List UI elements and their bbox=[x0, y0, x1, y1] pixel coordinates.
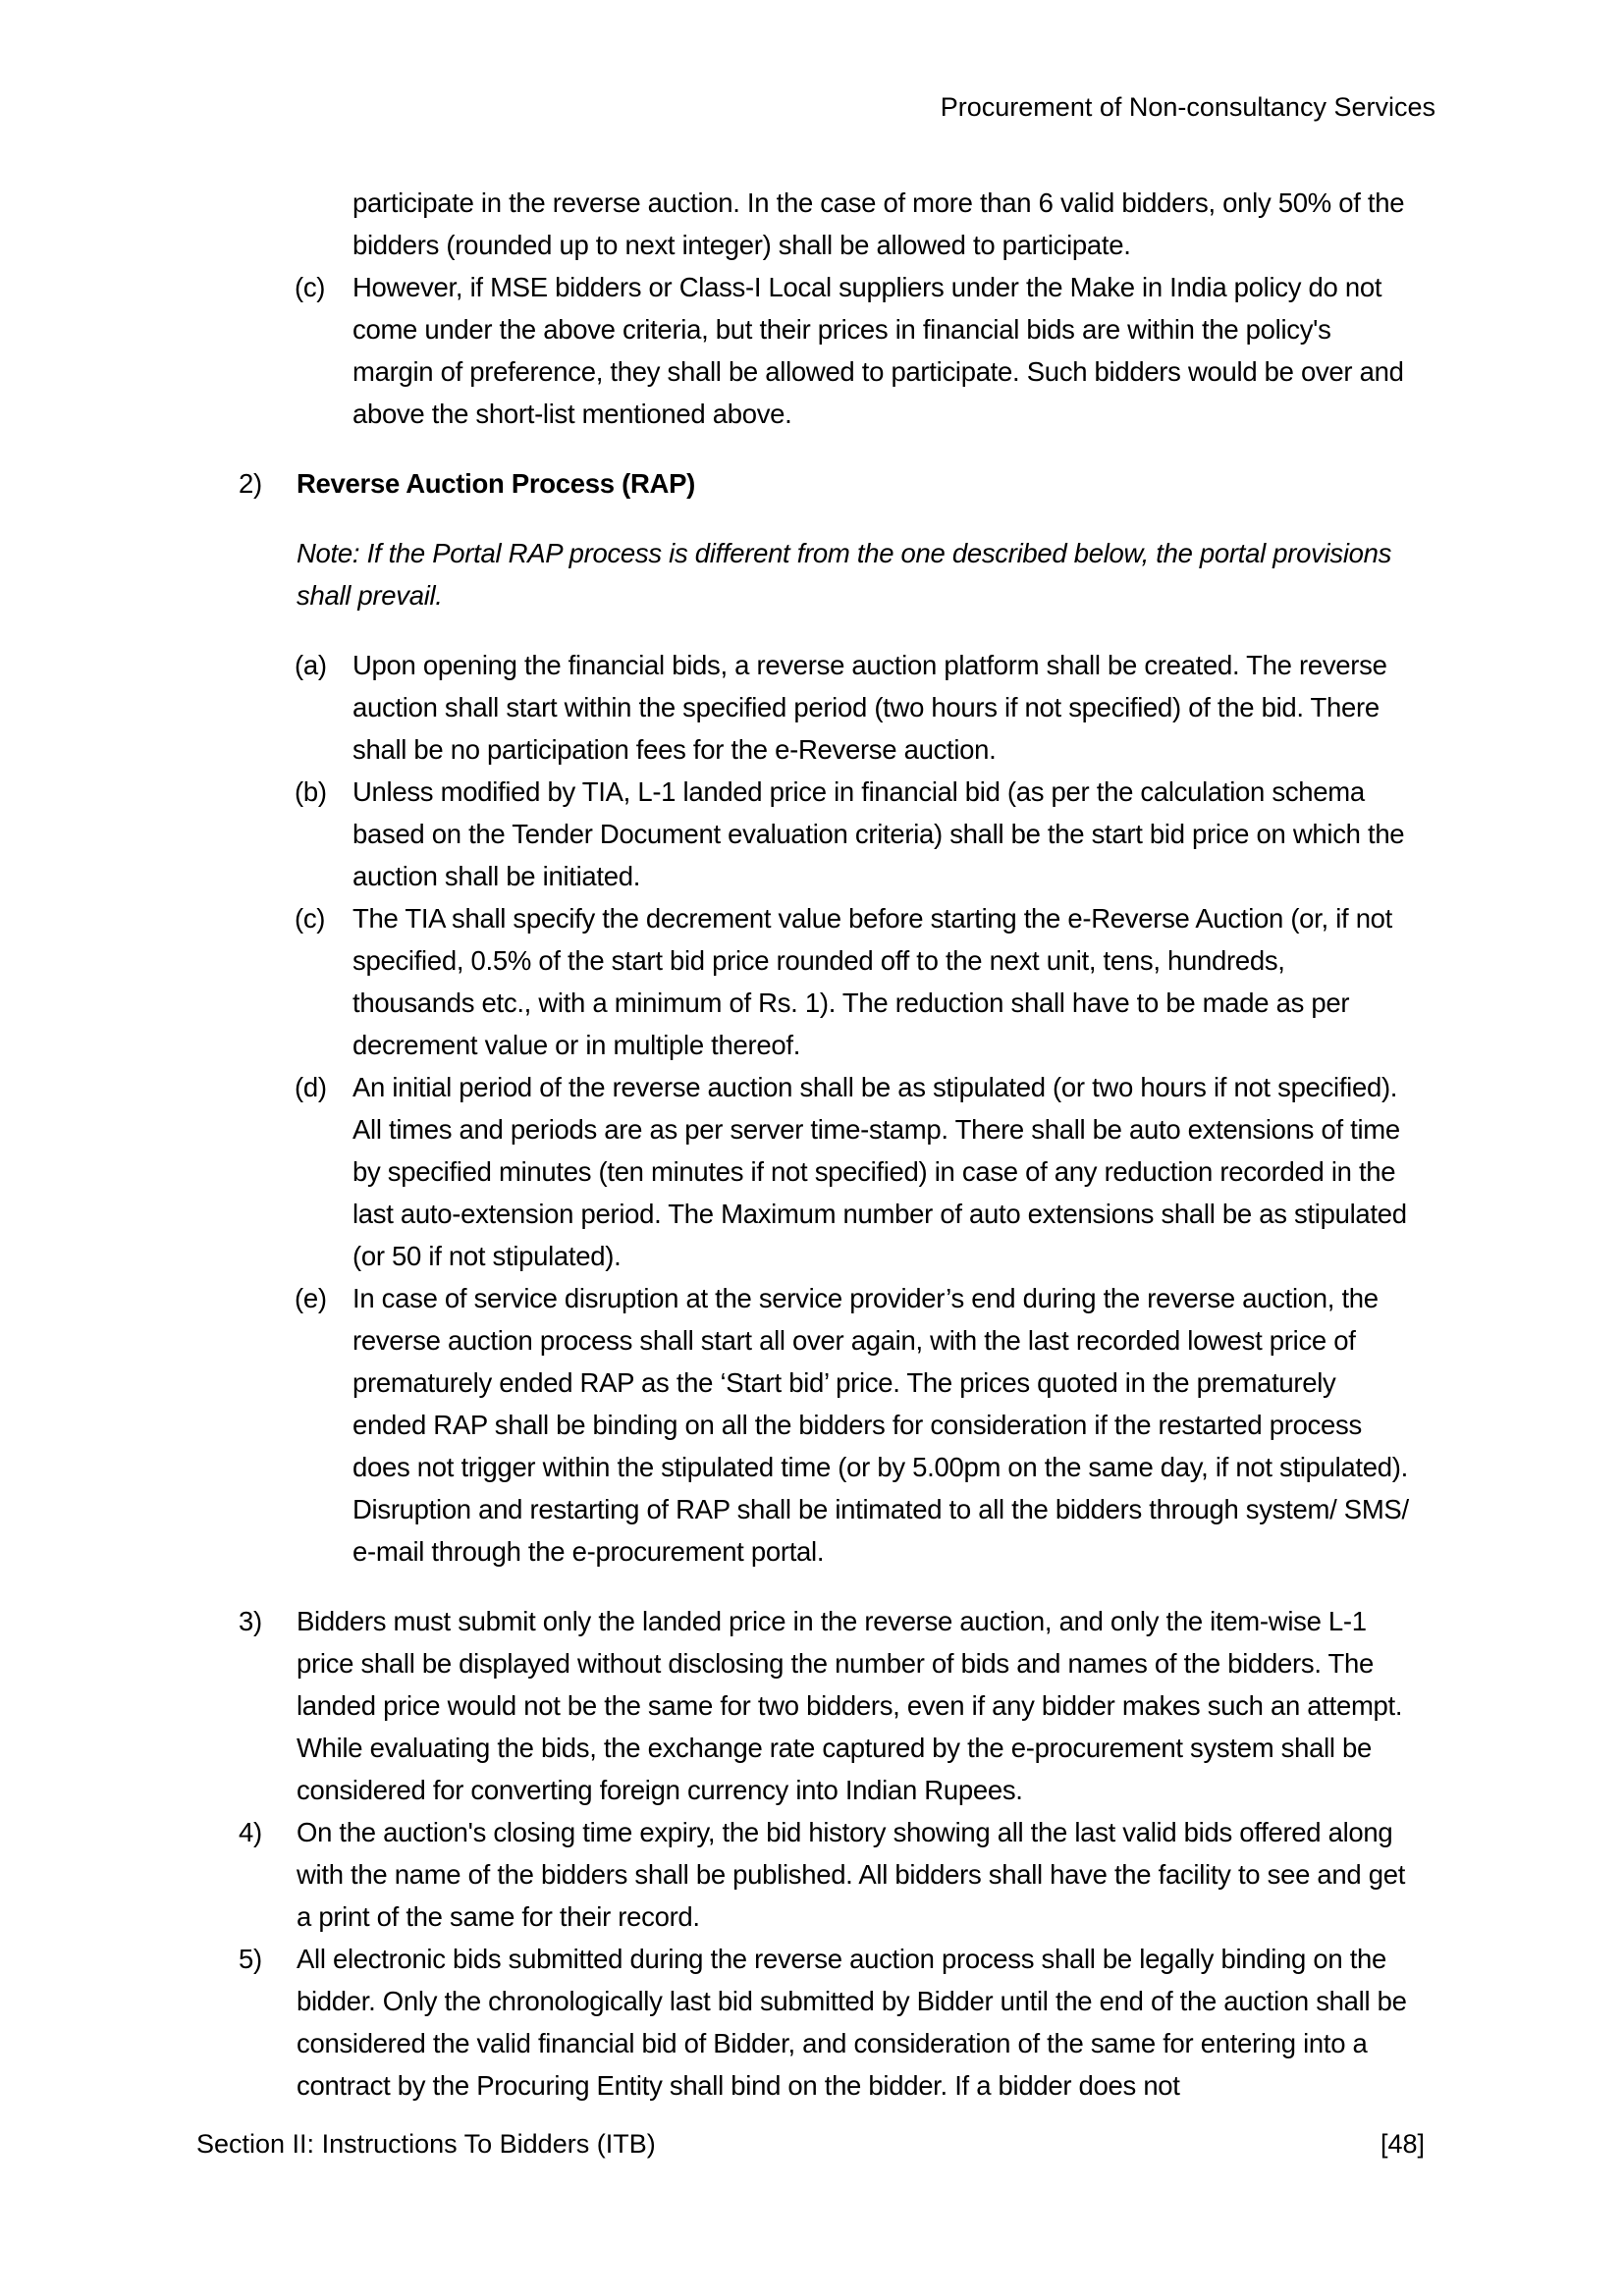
paragraph-text: participate in the reverse auction. In the case of more than 6 valid bidders, only 50% of the bidders (rounded up to next integer) shall be allowed to participate. bbox=[352, 187, 1405, 260]
list-marker: (a) bbox=[295, 650, 327, 680]
list-marker: (c) bbox=[295, 903, 326, 934]
paragraph-text: In case of service disruption at the service provider’s end during the reverse auction, the reverse auction process shall start all over again, with the last recorded lowest price of prematurely ended RAP as the ‘Start bid’ price. The prices quoted in the prematurely ended RAP shall be binding on all the bidders for consideration if the restarted process does not trigger within the stipulated time (or by 5.00pm on the same day, if not stipulated). Disruption and restarting of RAP shall be intimated to all the bidders through system/ SMS/ e-mail through the e-procurement portal. bbox=[352, 1283, 1409, 1567]
list-item bbox=[295, 266, 1409, 435]
section-heading bbox=[239, 462, 1409, 505]
paragraph-text: Note: If the Portal RAP process is different from the one described below, the portal provisions shall prevail. bbox=[297, 538, 1392, 611]
list-marker: 3) bbox=[239, 1606, 262, 1636]
paragraph-text: Upon opening the financial bids, a reverse auction platform shall be created. The reverse auction shall start within the specified period (two hours if not specified) of the bid. There shall be no participation fees for the e-Reverse auction. bbox=[352, 650, 1387, 765]
note-paragraph bbox=[239, 532, 1409, 616]
list-marker: (d) bbox=[295, 1072, 327, 1102]
list-item bbox=[239, 1811, 1409, 1938]
list-marker: (c) bbox=[295, 272, 326, 302]
list-marker: 4) bbox=[239, 1817, 262, 1847]
paragraph-text: Bidders must submit only the landed price in the reverse auction, and only the item-wise L-1 price shall be displayed without disclosing the number of bids and names of the bidders. The landed price would not be the same for two bidders, even if any bidder makes such an attempt. While evaluating the bids, the exchange rate captured by the e-procurement system shall be considered for converting foreign currency into Indian Rupees. bbox=[297, 1606, 1403, 1805]
footer-section-label: Section II: Instructions To Bidders (ITB) bbox=[196, 2129, 656, 2159]
page-header bbox=[196, 86, 1435, 129]
page-footer bbox=[196, 2123, 1425, 2165]
paragraph-text: On the auction's closing time expiry, the bid history showing all the last valid bids offered along with the name of the bidders shall be published. All bidders shall have the facility to see and get a print of the same for their record. bbox=[297, 1817, 1406, 1932]
paragraph-text: Reverse Auction Process (RAP) bbox=[297, 468, 695, 499]
list-item bbox=[239, 1938, 1409, 2107]
list-item bbox=[295, 1066, 1409, 1277]
paragraph-text: All electronic bids submitted during the reverse auction process shall be legally binding on the bidder. Only the chronologically last bid submitted by Bidder until the end of the auction shall be considered the valid financial bid of Bidder, and consideration of the same for entering into a contract by the Procuring Entity shall bind on the bidder. If a bidder does not bbox=[297, 1944, 1407, 2101]
paragraph-text: However, if MSE bidders or Class-I Local suppliers under the Make in India policy do not come under the above criteria, but their prices in financial bids are within the policy's margin of preference, they shall be allowed to participate. Such bidders would be over and above the short-list mentioned above. bbox=[352, 272, 1404, 429]
paragraph-text: An initial period of the reverse auction shall be as stipulated (or two hours if not specified). All times and periods are as per server time-stamp. There shall be auto extensions of time by specified minutes (ten minutes if not specified) in case of any reduction recorded in the last auto-extension period. The Maximum number of auto extensions shall be as stipulated (or 50 if not stipulated). bbox=[352, 1072, 1407, 1271]
document-body bbox=[239, 182, 1409, 2107]
paragraph-text: The TIA shall specify the decrement value before starting the e-Reverse Auction (or, if not specified, 0.5% of the start bid price rounded off to the next unit, tens, hundreds, thousands etc., with a minimum of Rs. 1). The reduction shall have to be made as per decrement value or in multiple thereof. bbox=[352, 903, 1393, 1060]
footer-page-number: [48] bbox=[1380, 2129, 1425, 2159]
list-item bbox=[295, 1277, 1409, 1573]
list-item bbox=[295, 771, 1409, 897]
list-item bbox=[295, 644, 1409, 771]
header-title: Procurement of Non-consultancy Services bbox=[940, 92, 1435, 122]
list-marker: (b) bbox=[295, 776, 327, 807]
list-item bbox=[239, 1600, 1409, 1811]
list-marker: 2) bbox=[239, 468, 262, 499]
list-marker: 5) bbox=[239, 1944, 262, 1974]
list-marker: (e) bbox=[295, 1283, 327, 1313]
continuation-paragraph bbox=[295, 182, 1409, 266]
paragraph-text: Unless modified by TIA, L-1 landed price in financial bid (as per the calculation schema based on the Tender Document evaluation criteria) shall be the start bid price on which the auction shall be initiated. bbox=[352, 776, 1405, 891]
list-item bbox=[295, 897, 1409, 1066]
